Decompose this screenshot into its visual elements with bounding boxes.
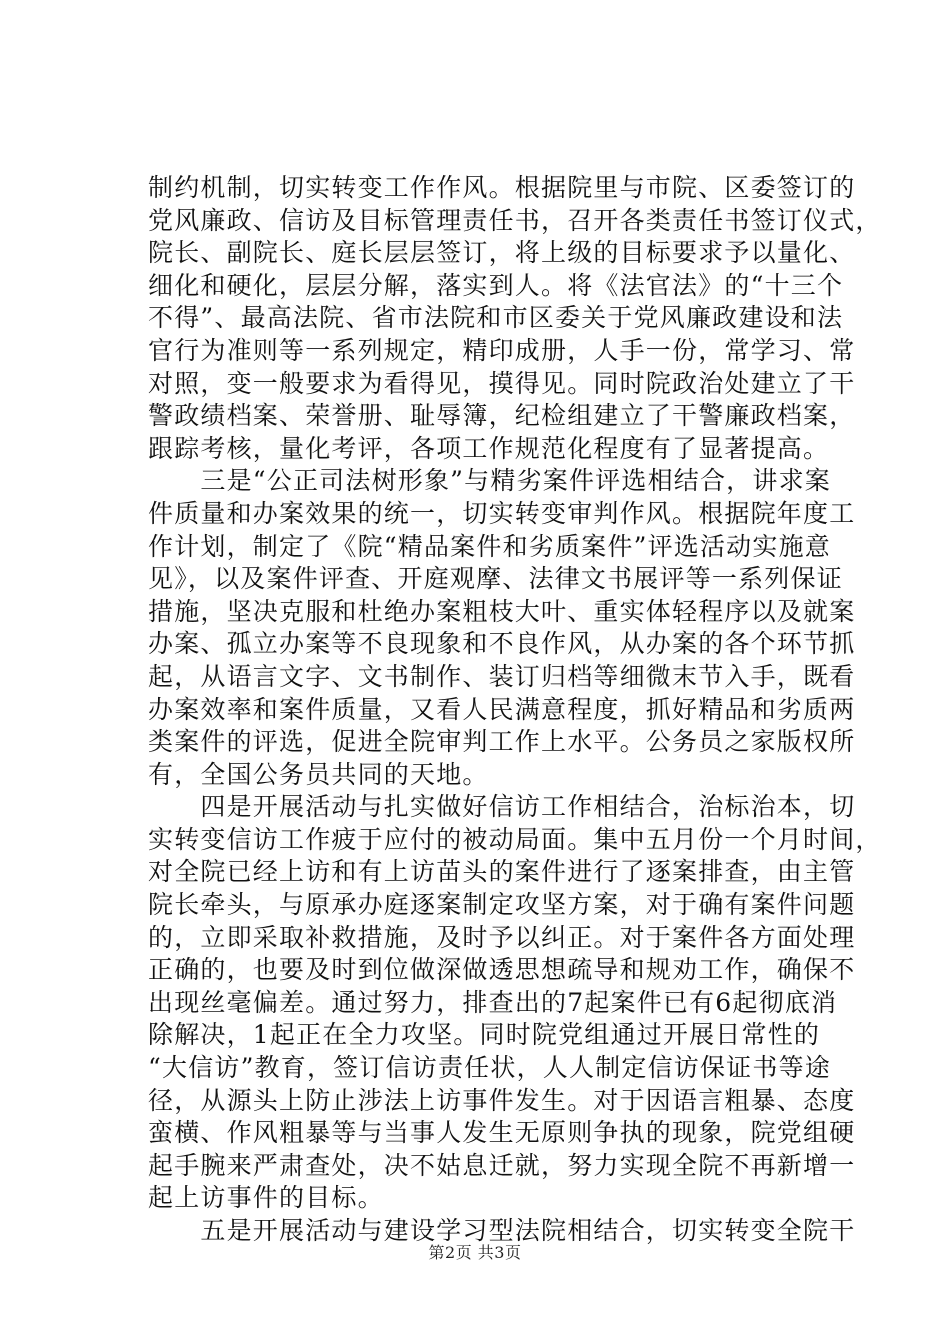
text-line: 措施，坚决克服和杜绝办案粗枝大叶、重实体轻程序以及就案	[148, 596, 856, 626]
text-line: 不得”、最高法院、省市法院和市区委关于党风廉政建设和法	[148, 303, 844, 333]
text-line: 办案、孤立办案等不良现象和不良作风，从办案的各个环节抓	[148, 629, 856, 659]
text-line: 正确的，也要及时到位做深做透思想疏导和规劝工作，确保不	[148, 955, 856, 985]
text-line: 四是开展活动与扎实做好信访工作相结合，治标治本，切	[148, 792, 856, 822]
text-line: 党风廉政、信访及目标管理责任书，召开各类责任书签订仪式，	[148, 205, 882, 235]
text-line: 出现丝毫偏差。通过努力，排查出的7起案件已有6起彻底消	[148, 987, 838, 1017]
text-line: 院长牵头，与原承办庭逐案制定攻坚方案，对于确有案件问题	[148, 890, 856, 920]
text-line: 见》，以及案件评查、开庭观摩、法律文书展评等一系列保证	[148, 564, 843, 594]
text-line: 五是开展活动与建设学习型法院相结合，切实转变全院干	[148, 1216, 856, 1245]
text-line: 三是“公正司法树形象”与精劣案件评选相结合，讲求案	[148, 466, 831, 496]
text-line: 实转变信访工作疲于应付的被动局面。集中五月份一个月时间，	[148, 824, 882, 854]
text-line: 有，全国公务员共同的天地。	[148, 759, 489, 789]
text-line: 起，从语言文字、文书制作、装订归档等细微末节入手，既看	[148, 661, 856, 691]
text-line: 类案件的评选，促进全院审判工作上水平。公务员之家版权所	[148, 727, 856, 757]
text-line: 对全院已经上访和有上访苗头的案件进行了逐案排查，由主管	[148, 857, 856, 887]
text-line: 院长、副院长、庭长层层签订，将上级的目标要求予以量化、	[148, 238, 856, 268]
document-body	[148, 172, 882, 1248]
text-line: 起手腕来严肃查处，决不姑息迁就，努力实现全院不再新增一	[148, 1150, 856, 1180]
text-line: 制约机制，切实转变工作作风。根据院里与市院、区委签订的	[148, 173, 856, 202]
text-line: 径，从源头上防止涉法上访事件发生。对于因语言粗暴、态度	[148, 1085, 856, 1115]
text-line: 对照，变一般要求为看得见，摸得见。同时院政治处建立了干	[148, 368, 856, 398]
text-line: 件质量和办案效果的统一，切实转变审判作风。根据院年度工	[148, 498, 856, 528]
text-line: 警政绩档案、荣誉册、耻辱簿，纪检组建立了干警廉政档案，	[148, 401, 856, 431]
text-line: 官行为准则等一系列规定，精印成册，人手一份，常学习、常	[148, 335, 856, 365]
text-line: 除解决，1起正在全力攻坚。同时院党组通过开展日常性的	[148, 1020, 821, 1050]
text-line: 蛮横、作风粗暴等与当事人发生无原则争执的现象，院党组硬	[148, 1118, 856, 1148]
text-line: 起上访事件的目标。	[148, 1183, 384, 1213]
text-line: “大信访”教育，签订信访责任状，人人制定信访保证书等途	[148, 1053, 831, 1083]
text-line: 办案效率和案件质量，又看人民满意程度，抓好精品和劣质两	[148, 694, 856, 724]
text-line: 细化和硬化，层层分解，落实到人。将《法官法》的“十三个	[148, 270, 844, 300]
text-line: 作计划，制定了《院“精品案件和劣质案件”评选活动实施意	[148, 531, 831, 561]
page-footer: 第2页 共3页	[428, 1243, 522, 1262]
text-line: 跟踪考核，量化考评，各项工作规范化程度有了显著提高。	[148, 433, 830, 463]
text-line: 的，立即采取补救措施，及时予以纠正。对于案件各方面处理	[148, 922, 856, 952]
